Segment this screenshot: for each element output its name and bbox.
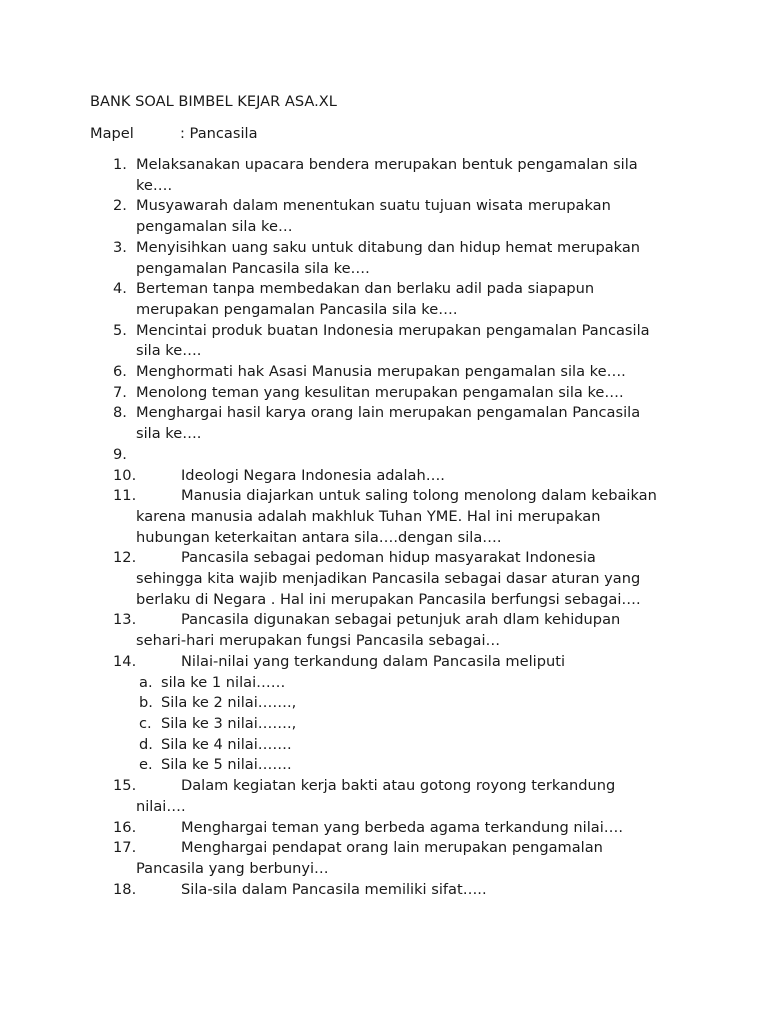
question-text: Menolong teman yang kesulitan merupakan pengamalan sila ke…. [136, 383, 624, 401]
question-number: 8. [113, 404, 127, 422]
question-text: Melaksanakan upacara bendera merupakan bentuk pengamalan sila [136, 156, 638, 173]
question-item [0, 321, 696, 362]
question-text-continued: hubungan keterkaitan antara sila….dengan sila…. [136, 528, 502, 546]
question-item [0, 383, 696, 404]
sub-item-letter: b. [139, 694, 153, 712]
question-text: Pancasila sebagai pedoman hidup masyarakat Indonesia [181, 549, 596, 567]
question-text-continued: sehingga kita wajib menjadikan Pancasila sebagai dasar aturan yang [136, 570, 641, 588]
question-text-continued: ke…. [136, 176, 173, 194]
sub-item [0, 693, 768, 714]
question-number: 6. [113, 363, 127, 381]
question-item [0, 466, 696, 487]
question-number: 13. [113, 611, 137, 629]
question-text: Musyawarah dalam menentukan suatu tujuan wisata merupakan [136, 197, 611, 215]
question-text: Dalam kegiatan kerja bakti atau gotong royong terkandung [181, 777, 616, 795]
subject-label: Mapel [90, 125, 134, 142]
question-text: Sila-sila dalam Pancasila memiliki sifat….. [181, 880, 487, 898]
question-number: 17. [113, 839, 137, 857]
document-title: BANK SOAL BIMBEL KEJAR ASA.XL [90, 93, 337, 110]
question-item [0, 610, 696, 651]
question-text: Manusia diajarkan untuk saling tolong menolong dalam kebaikan [181, 487, 657, 505]
question-list [0, 155, 768, 900]
sub-item-text: Sila ke 2 nilai……., [161, 694, 297, 712]
question-text-continued: pengamalan sila ke… [136, 218, 293, 236]
question-item [0, 486, 696, 548]
question-text: Pancasila digunakan sebagai petunjuk arah dlam kehidupan [181, 611, 621, 629]
question-item [0, 362, 696, 383]
question-text: Menghargai pendapat orang lain merupakan pengamalan [181, 839, 603, 857]
question-item [0, 196, 696, 237]
sub-item-letter: d. [139, 735, 153, 753]
question-number: 5. [113, 321, 127, 339]
question-text-continued: nilai…. [136, 797, 186, 815]
question-item [0, 838, 696, 879]
sub-item [0, 673, 768, 694]
sub-item-text: Sila ke 3 nilai……., [161, 714, 297, 732]
question-item [0, 155, 696, 196]
question-text-continued: sila ke…. [136, 425, 202, 443]
question-number: 7. [113, 383, 127, 401]
question-text-continued: pengamalan Pancasila sila ke…. [136, 259, 370, 277]
question-number: 1. [113, 156, 127, 173]
question-text: Menghargai teman yang berbeda agama terkandung nilai…. [181, 818, 624, 836]
question-item [0, 880, 696, 901]
question-item [0, 818, 696, 839]
question-text-continued: merupakan pengamalan Pancasila sila ke…. [136, 300, 458, 318]
question-text-continued: sehari-hari merupakan fungsi Pancasila sebagai… [136, 632, 501, 650]
sub-item-text: sila ke 1 nilai…… [161, 673, 286, 691]
question-text: Menghargai hasil karya orang lain merupakan pengamalan Pancasila [136, 404, 641, 422]
sub-item-text: Sila ke 4 nilai……. [161, 735, 292, 753]
question-text: Ideologi Negara Indonesia adalah…. [181, 466, 445, 484]
sub-item [0, 755, 768, 776]
question-number: 10. [113, 466, 137, 484]
question-number: 4. [113, 280, 127, 298]
question-text-continued: berlaku di Negara . Hal ini merupakan Pancasila berfungsi sebagai…. [136, 590, 641, 608]
question-item [0, 776, 696, 817]
sub-item-text: Sila ke 5 nilai……. [161, 756, 292, 774]
question-item [0, 652, 696, 673]
sub-item-letter: c. [139, 714, 152, 732]
subject-value: : Pancasila [180, 125, 258, 142]
question-number: 12. [113, 549, 137, 567]
question-text: Menyisihkan uang saku untuk ditabung dan hidup hemat merupakan [136, 238, 641, 256]
question-item [0, 279, 696, 320]
sub-item [0, 714, 768, 735]
question-text: Nilai-nilai yang terkandung dalam Pancasila meliputi [181, 652, 566, 670]
question-item [0, 445, 696, 466]
question-number: 14. [113, 652, 137, 670]
question-number: 9. [113, 445, 127, 463]
question-text-continued: sila ke…. [136, 342, 202, 360]
question-item [0, 548, 696, 610]
question-number: 3. [113, 238, 127, 256]
question-number: 16. [113, 818, 137, 836]
question-text: Berteman tanpa membedakan dan berlaku adil pada siapapun [136, 280, 595, 298]
question-text [136, 445, 696, 466]
question-number: 15. [113, 777, 137, 795]
question-text-continued: karena manusia adalah makhluk Tuhan YME. Hal ini merupakan [136, 507, 601, 525]
question-text: Mencintai produk buatan Indonesia merupakan pengamalan Pancasila [136, 321, 650, 339]
question-number: 2. [113, 197, 127, 215]
question-item [0, 238, 696, 279]
sub-item [0, 735, 768, 756]
question-text: Menghormati hak Asasi Manusia merupakan pengamalan sila ke…. [136, 363, 626, 381]
question-item [0, 403, 696, 444]
sub-item-letter: e. [139, 756, 153, 774]
question-text-continued: Pancasila yang berbunyi… [136, 859, 329, 877]
sub-item-letter: a. [139, 673, 153, 691]
question-number: 18. [113, 880, 137, 898]
subject-line [90, 124, 258, 144]
question-number: 11. [113, 487, 137, 505]
